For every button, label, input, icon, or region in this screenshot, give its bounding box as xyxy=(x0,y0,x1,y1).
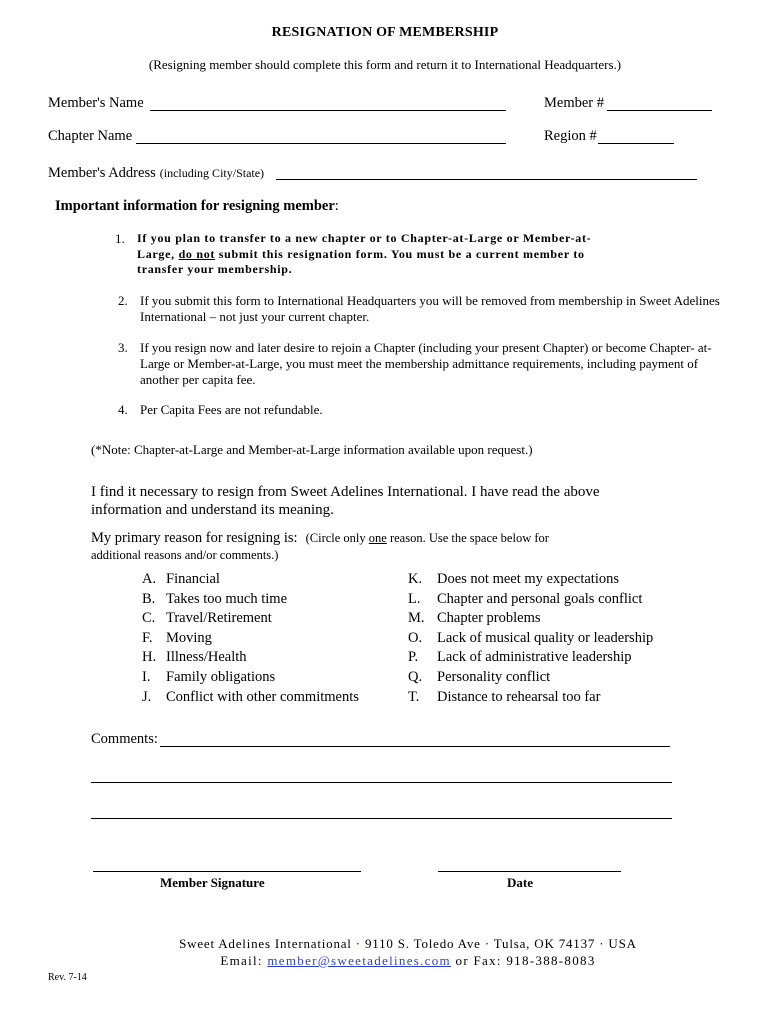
statement-line1: I find it necessary to resign from Sweet Adelines International. I have read the above xyxy=(91,484,600,500)
statement-line2: information and understand its meaning. xyxy=(91,502,334,518)
important-heading-colon: : xyxy=(334,198,339,214)
reason-item[interactable] xyxy=(408,688,653,708)
item-1-text xyxy=(137,231,591,278)
reason-item[interactable] xyxy=(142,570,359,590)
reason-letter: L. xyxy=(408,590,421,607)
item-4-text: Per Capita Fees are not refundable. xyxy=(140,402,323,417)
reason-text: Moving xyxy=(166,629,212,646)
comments-line-3[interactable] xyxy=(91,818,672,819)
footer-contact xyxy=(0,953,770,969)
resign-statement xyxy=(91,483,600,519)
reason-letter: Q. xyxy=(408,668,423,685)
reason-item[interactable] xyxy=(408,648,653,668)
footer-email-label: Email: xyxy=(220,953,268,968)
footer-fax: or Fax: 918-388-8083 xyxy=(450,953,596,968)
member-number-field[interactable] xyxy=(607,110,712,111)
reason-item[interactable] xyxy=(408,629,653,649)
reason-item[interactable] xyxy=(408,609,653,629)
reason-item[interactable] xyxy=(408,590,653,610)
footer-address: Sweet Adelines International · 9110 S. Toledo Ave · Tulsa, OK 74137 · USA xyxy=(179,936,637,951)
reason-item[interactable] xyxy=(142,668,359,688)
reason-letter: A. xyxy=(142,571,157,587)
footer-email-link[interactable]: member@sweetadelines.com xyxy=(267,953,451,968)
reason-letter: F. xyxy=(142,629,153,646)
item-1-line3: transfer your membership. xyxy=(137,262,293,276)
region-number-label: Region # xyxy=(544,128,597,144)
important-heading xyxy=(55,198,339,215)
reason-letter: B. xyxy=(142,590,156,607)
reason-letter: P. xyxy=(408,649,419,666)
reasons-right-list xyxy=(408,570,653,707)
reason-item[interactable] xyxy=(142,590,359,610)
comments-line-1[interactable] xyxy=(160,746,670,747)
reason-letter: M. xyxy=(408,610,425,627)
address-field[interactable] xyxy=(276,179,697,180)
reason-text: Distance to rehearsal too far xyxy=(437,688,601,705)
reason-text: Chapter problems xyxy=(437,610,541,627)
reason-text: Lack of administrative leadership xyxy=(437,649,632,666)
reason-text: Financial xyxy=(166,571,220,587)
date-line[interactable] xyxy=(438,871,621,872)
item-3-text: If you resign now and later desire to rejoin a Chapter (including your present Chapter) or become Chapter- at-Large or Member-at-Large, you must meet the membership admittance requirements, including payment of another per capita fee. xyxy=(140,340,712,387)
reason-text: Travel/Retirement xyxy=(166,610,272,627)
item-1-line2 xyxy=(137,247,591,263)
important-heading-text: Important information for resigning member xyxy=(55,198,335,214)
region-number-field[interactable] xyxy=(598,143,674,144)
note-text: (*Note: Chapter-at-Large and Member-at-Large information available upon request.) xyxy=(91,442,533,457)
date-label: Date xyxy=(507,875,533,890)
reason-lead: My primary reason for resigning is: xyxy=(91,530,298,546)
reason-item[interactable] xyxy=(142,629,359,649)
reasons-left-list xyxy=(142,570,359,707)
member-name-label: Member's Name xyxy=(48,95,144,111)
item-1-line2-pre: Large, xyxy=(137,246,179,261)
reason-text: Chapter and personal goals conflict xyxy=(437,590,643,607)
chapter-name-field[interactable] xyxy=(136,143,506,144)
item-4-number: 4. xyxy=(118,402,128,417)
reason-text: Illness/Health xyxy=(166,649,247,666)
reason-text: Conflict with other commitments xyxy=(166,688,359,705)
chapter-name-label: Chapter Name xyxy=(48,128,133,144)
reason-paren-one: one xyxy=(368,531,387,545)
item-3-number: 3. xyxy=(118,340,128,355)
member-name-field[interactable] xyxy=(150,110,506,111)
reason-letter: K. xyxy=(408,571,423,587)
reason-item[interactable] xyxy=(408,570,653,590)
reason-text: Lack of musical quality or leadership xyxy=(437,629,654,646)
signature-line[interactable] xyxy=(93,871,361,872)
form-title: RESIGNATION OF MEMBERSHIP xyxy=(271,25,499,40)
reason-letter: H. xyxy=(142,649,157,666)
reason-letter: O. xyxy=(408,629,423,646)
item-1-line1: If you plan to transfer to a new chapter or to Chapter-at-Large or Member-at- xyxy=(137,231,592,245)
reason-instructions xyxy=(91,529,549,564)
reason-paren-post: reason. Use the space below for xyxy=(386,531,549,545)
item-1-number: 1. xyxy=(115,231,125,246)
reason-text: Takes too much time xyxy=(166,590,287,607)
item-2-text: If you submit this form to International Headquarters you will be removed from membership in Sweet Adelines International – not just your current chapter. xyxy=(140,293,720,324)
revision-label: Rev. 7-14 xyxy=(48,972,87,983)
address-label-group xyxy=(48,164,264,182)
reason-letter: J. xyxy=(142,688,152,705)
member-number-label: Member # xyxy=(544,95,604,111)
reason-letter: I. xyxy=(142,668,151,685)
address-note: (including City/State) xyxy=(159,166,265,180)
reason-line2: additional reasons and/or comments.) xyxy=(91,548,279,562)
comments-label: Comments: xyxy=(91,731,158,747)
item-1-do-not: do not xyxy=(178,246,216,261)
reason-text: Family obligations xyxy=(166,668,276,685)
signature-label: Member Signature xyxy=(160,875,265,890)
reason-text: Does not meet my expectations xyxy=(437,571,620,587)
reason-letter: T. xyxy=(408,688,420,705)
reason-paren-pre: (Circle only xyxy=(305,531,369,545)
reason-item[interactable] xyxy=(142,648,359,668)
item-2-number: 2. xyxy=(118,293,128,308)
comments-line-2[interactable] xyxy=(91,782,672,783)
form-subtitle: (Resigning member should complete this form and return it to International Headquarters.) xyxy=(148,57,622,72)
address-label: Member's Address xyxy=(48,165,156,181)
reason-item[interactable] xyxy=(408,668,653,688)
reason-item[interactable] xyxy=(142,609,359,629)
reason-letter: C. xyxy=(142,610,156,627)
reason-paren xyxy=(306,531,549,545)
reason-item[interactable] xyxy=(142,688,359,708)
item-1-line2-post: submit this resignation form. You must be a current member to xyxy=(215,246,585,261)
reason-text: Personality conflict xyxy=(437,668,551,685)
